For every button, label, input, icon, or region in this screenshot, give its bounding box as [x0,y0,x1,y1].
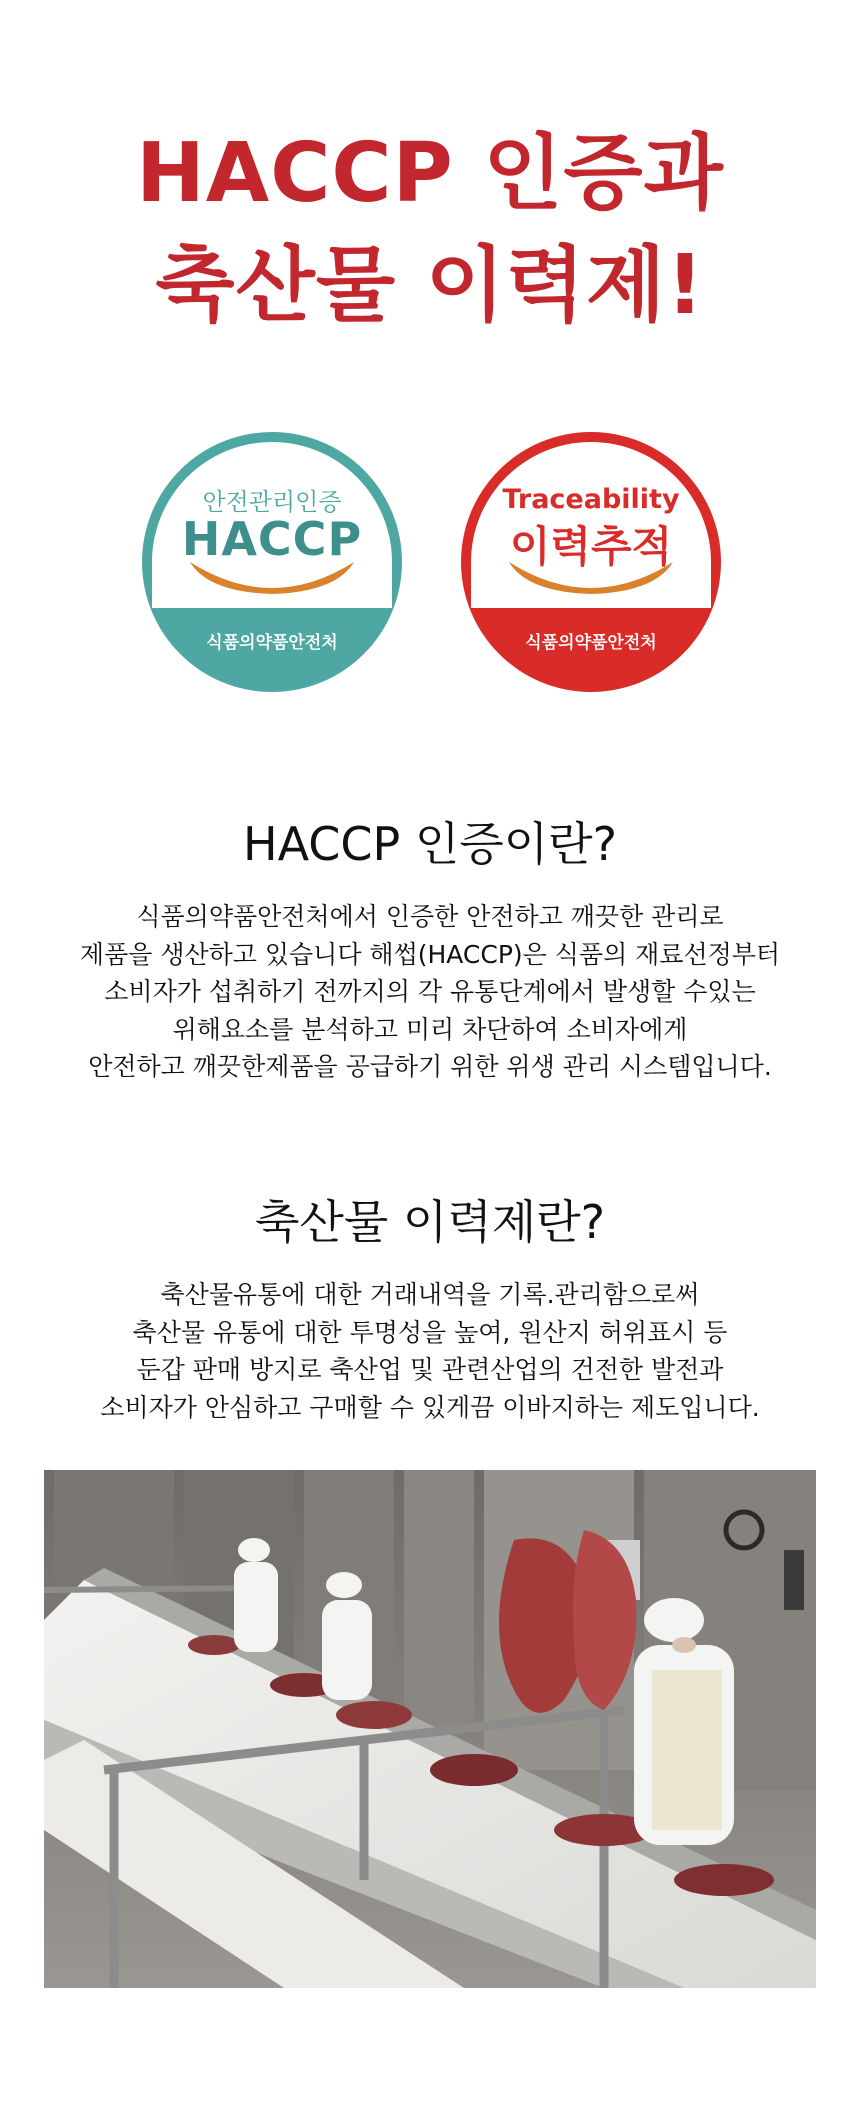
haccp-line: 위해요소를 분석하고 미리 차단하여 소비자에게 [172,1014,688,1044]
smile-arc-icon [186,558,358,598]
trace-line: 축산물 유통에 대한 투명성을 높여, 원산지 허위표시 등 [132,1317,728,1347]
meat-processing-photo [44,1470,816,1988]
haccp-line: 소비자가 섭취하기 전까지의 각 유통단계에서 발생할 수있는 [104,977,756,1006]
smile-arc-icon [505,558,677,598]
title-line-1: HACCP 인증과 [136,126,724,221]
trace-line: 둔갑 판매 방지로 축산업 및 관련산업의 건전한 발전과 [136,1355,724,1384]
badge-inner [152,442,392,608]
traceability-heading: 축산물 이력제란? [254,1195,606,1249]
haccp-heading: HACCP 인증이란? [242,817,617,871]
trace-badge-small-text: Traceability [502,484,680,515]
trace-line: 소비자가 안심하고 구매할 수 있게끔 이바지하는 제도입니다. [100,1392,760,1422]
haccp-badge-large-text: HACCP [181,512,363,566]
haccp-line: 안전하고 깨끗한제품을 공급하기 위한 위생 관리 시스템입니다. [88,1052,772,1081]
page-title [0,118,860,342]
traceability-description [0,1276,860,1426]
trace-badge-large-text: 이력추적 [509,522,673,571]
traceability-badge [461,432,721,692]
badge-inner [471,442,711,608]
haccp-line: 제품을 생산하고 있습니다 해썹(HACCP)은 식품의 재료선정부터 [79,939,781,969]
haccp-line: 식품의약품안전처에서 인증한 안전하고 깨끗한 관리로 [136,902,724,931]
haccp-certification-badge [142,432,402,692]
haccp-description [0,898,860,1086]
trace-line: 축산물유통에 대한 거래내역을 기록.관리함으로써 [160,1280,700,1309]
title-line-2: 축산물 이력제! [155,238,705,333]
trace-badge-agency: 식품의약품안전처 [525,633,657,653]
haccp-badge-small-text: 안전관리인증 [202,488,342,516]
haccp-badge-agency: 식품의약품안전처 [206,633,338,653]
